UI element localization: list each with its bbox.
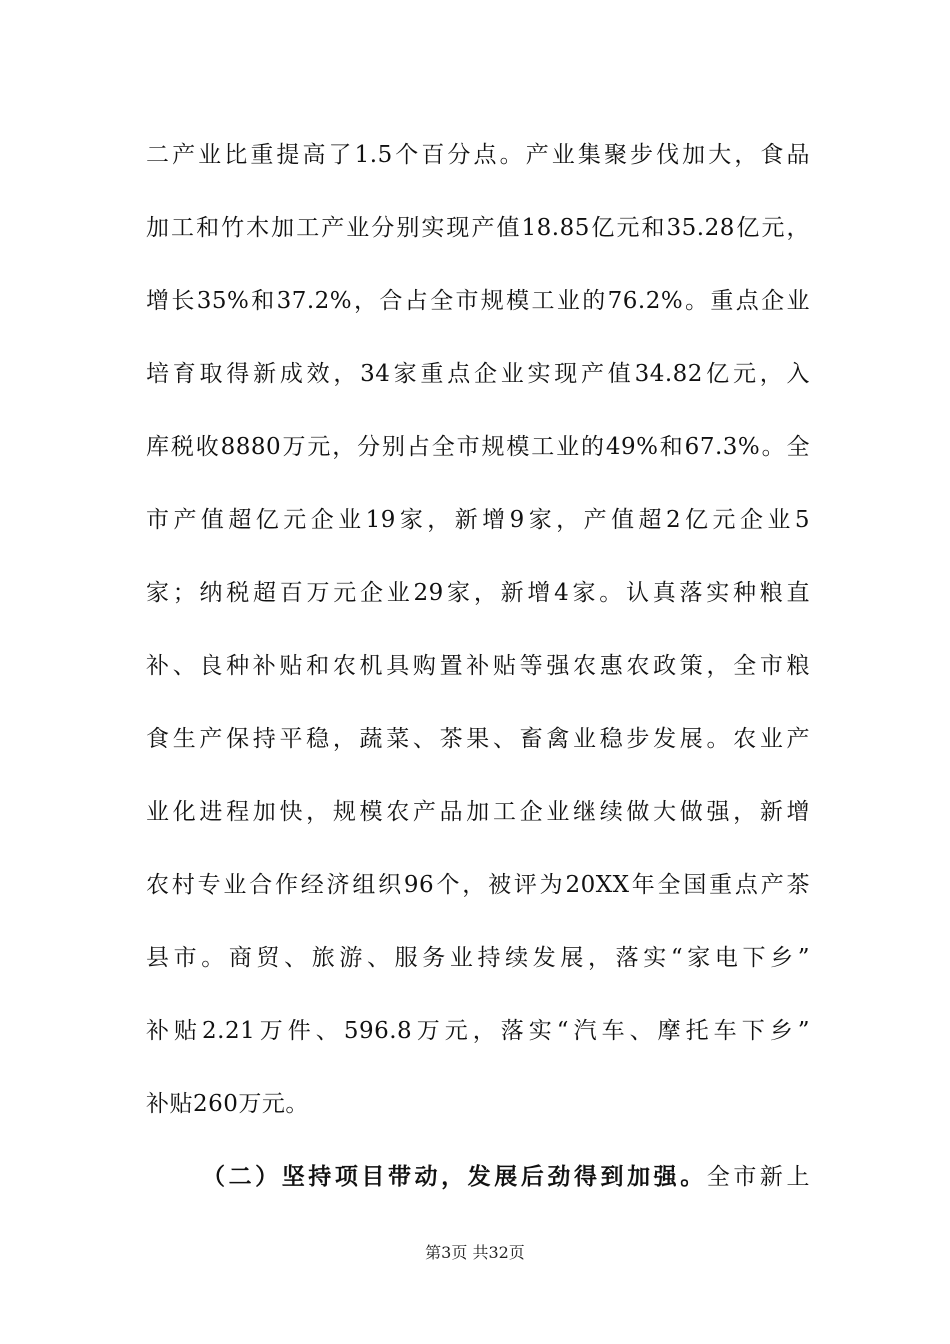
paragraph-line-12: 县市。商贸、旅游、服务业持续发展，落实“家电下乡”: [146, 945, 810, 971]
paragraph-line-14: 补贴260万元。: [146, 1091, 309, 1117]
paragraph-line-4: 培育取得新成效，34家重点企业实现产值34.82亿元，入: [146, 361, 810, 387]
paragraph-line-10: 业化进程加快，规模农产品加工企业继续做大做强，新增: [146, 799, 810, 825]
paragraph-line-7: 家；纳税超百万元企业29家，新增4家。认真落实种粮直: [146, 580, 810, 606]
paragraph-line-9: 食生产保持平稳，蔬菜、茶果、畜禽业稳步发展。农业产: [146, 726, 810, 752]
paragraph-line-6: 市产值超亿元企业19家，新增9家，产值超2亿元企业5: [146, 507, 810, 533]
paragraph-line-5: 库税收8880万元，分别占全市规模工业的49%和67.3%。全: [146, 434, 810, 460]
paragraph-line-3: 增长35%和37.2%，合占全市规模工业的76.2%。重点企业: [146, 288, 810, 314]
section-heading-rest: 全市新上: [706, 1164, 811, 1190]
paragraph-line-2: 加工和竹木加工产业分别实现产值18.85亿元和35.28亿元，: [146, 215, 810, 241]
paragraph-line-8: 补、良种补贴和农机具购置补贴等强农惠农政策，全市粮: [146, 653, 810, 679]
paragraph-line-11: 农村专业合作经济组织96个，被评为20XX年全国重点产茶: [146, 872, 810, 898]
paragraph-line-13: 补贴2.21万件、596.8万元，落实“汽车、摩托车下乡”: [146, 1018, 810, 1044]
section-heading-bold: （二）坚持项目带动，发展后劲得到加强。: [202, 1163, 707, 1190]
page-footer: 第3页 共32页: [425, 1243, 525, 1262]
paragraph-line-1: 二产业比重提高了1.5个百分点。产业集聚步伐加大，食品: [146, 142, 810, 168]
section-heading-line: [146, 1161, 810, 1193]
